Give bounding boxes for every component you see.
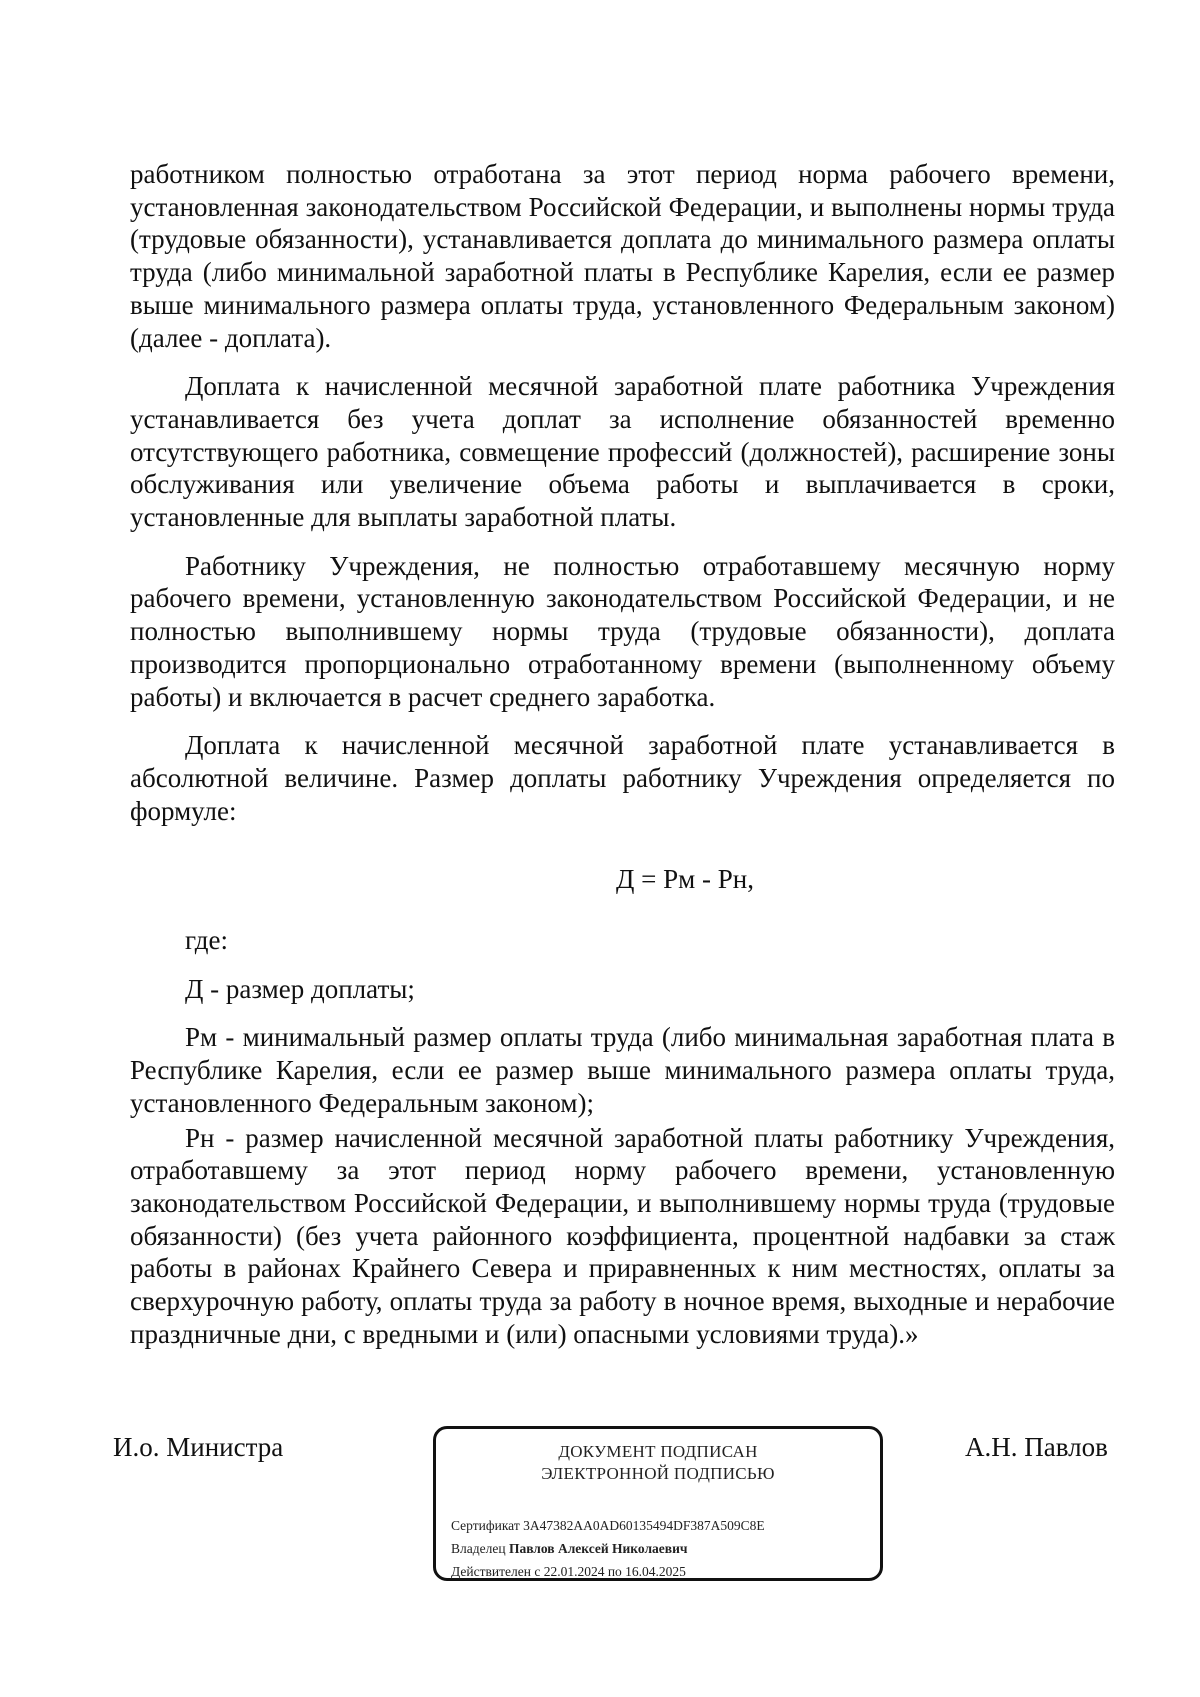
paragraph-partial-norm: Работнику Учреждения, не полностью отработавшему месячную норму рабочего времени, установленную законодательством Российской Федерации, и не полностью выполнившему нормы труда (трудовые обязанности), доплата производится пропорционально отработанному времени (выполненному объему работы) и включается в расчет среднего заработка.: [130, 550, 1115, 712]
signer-name: А.Н. Павлов: [965, 1432, 1108, 1462]
stamp-valid-label: Действителен: [451, 1564, 531, 1579]
signature-block: [0, 1431, 1200, 1631]
definition-rn: Рн - размер начисленной месячной заработной платы работнику Учреждения, отработавшему за этот период норму рабочего времени, установленную законодательством Российской Федерации, и выполнившему нормы труда (трудовые обязанности) (без учета районного коэффициента, процентной надбавки за стаж работы в районах Крайнего Севера и приравненных к ним местностях, оплаты за сверхурочную работу, оплаты труда за работу в ночное время, выходные и нерабочие праздничные дни, с вредными и (или) опасными условиями труда).»: [130, 1122, 1115, 1349]
stamp-owner-label: Владелец: [451, 1541, 506, 1556]
stamp-validity: [451, 1560, 871, 1583]
document-body: [130, 158, 1115, 1351]
definition-rm: Рм - минимальный размер оплаты труда (либо минимальная заработная плата в Республике Карелия, если ее размер выше минимального размера оплаты труда, установленного Федеральным законом);: [130, 1022, 1115, 1118]
paragraph-continuation: работником полностью отработана за этот период норма рабочего времени, установленная законодательством Российской Федерации, и выполнены нормы труда (трудовые обязанности), устанавливается доплата до минимального размера оплаты труда (либо минимальной заработной платы в Республике Карелия, если ее размер выше минимального размера оплаты труда, установленного Федеральным законом) (далее - доплата).: [130, 159, 1115, 353]
paragraph-surcharge-basis: Доплата к начисленной месячной заработной плате работника Учреждения устанавливается без учета доплат за исполнение обязанностей временно отсутствующего работника, совмещение профессий (должностей), расширение зоны обслуживания или увеличение объема работы и выплачивается в сроки, установленные для выплаты заработной платы.: [130, 371, 1115, 533]
stamp-certificate-value: 3A47382AA0AD60135494DF387A509C8E: [523, 1518, 765, 1533]
paragraph-formula-intro: Доплата к начисленной месячной заработной плате устанавливается в абсолютной величине. Размер доплаты работнику Учреждения определяется по формуле:: [130, 730, 1115, 826]
formula: Д = Рм - Рн,: [616, 864, 754, 895]
stamp-details: [451, 1514, 871, 1583]
stamp-valid-to-label: по: [607, 1564, 622, 1579]
where-label: где:: [185, 925, 228, 956]
electronic-signature-stamp: [433, 1426, 883, 1581]
signer-role: И.о. Министра: [113, 1432, 284, 1462]
stamp-owner: [451, 1537, 871, 1560]
stamp-valid-from-label: с: [534, 1564, 541, 1579]
definition-d: Д - размер доплаты;: [185, 973, 415, 1004]
stamp-title-line2: ЭЛЕКТРОННОЙ ПОДПИСЬЮ: [541, 1464, 775, 1483]
stamp-certificate-label: Сертификат: [451, 1518, 520, 1533]
stamp-title: [436, 1441, 880, 1485]
stamp-certificate: [451, 1514, 871, 1537]
stamp-valid-from: 22.01.2024: [543, 1564, 605, 1579]
stamp-title-line1: ДОКУМЕНТ ПОДПИСАН: [558, 1442, 758, 1461]
stamp-valid-to: 16.04.2025: [625, 1564, 686, 1579]
stamp-owner-value: Павлов Алексей Николаевич: [508, 1541, 688, 1556]
